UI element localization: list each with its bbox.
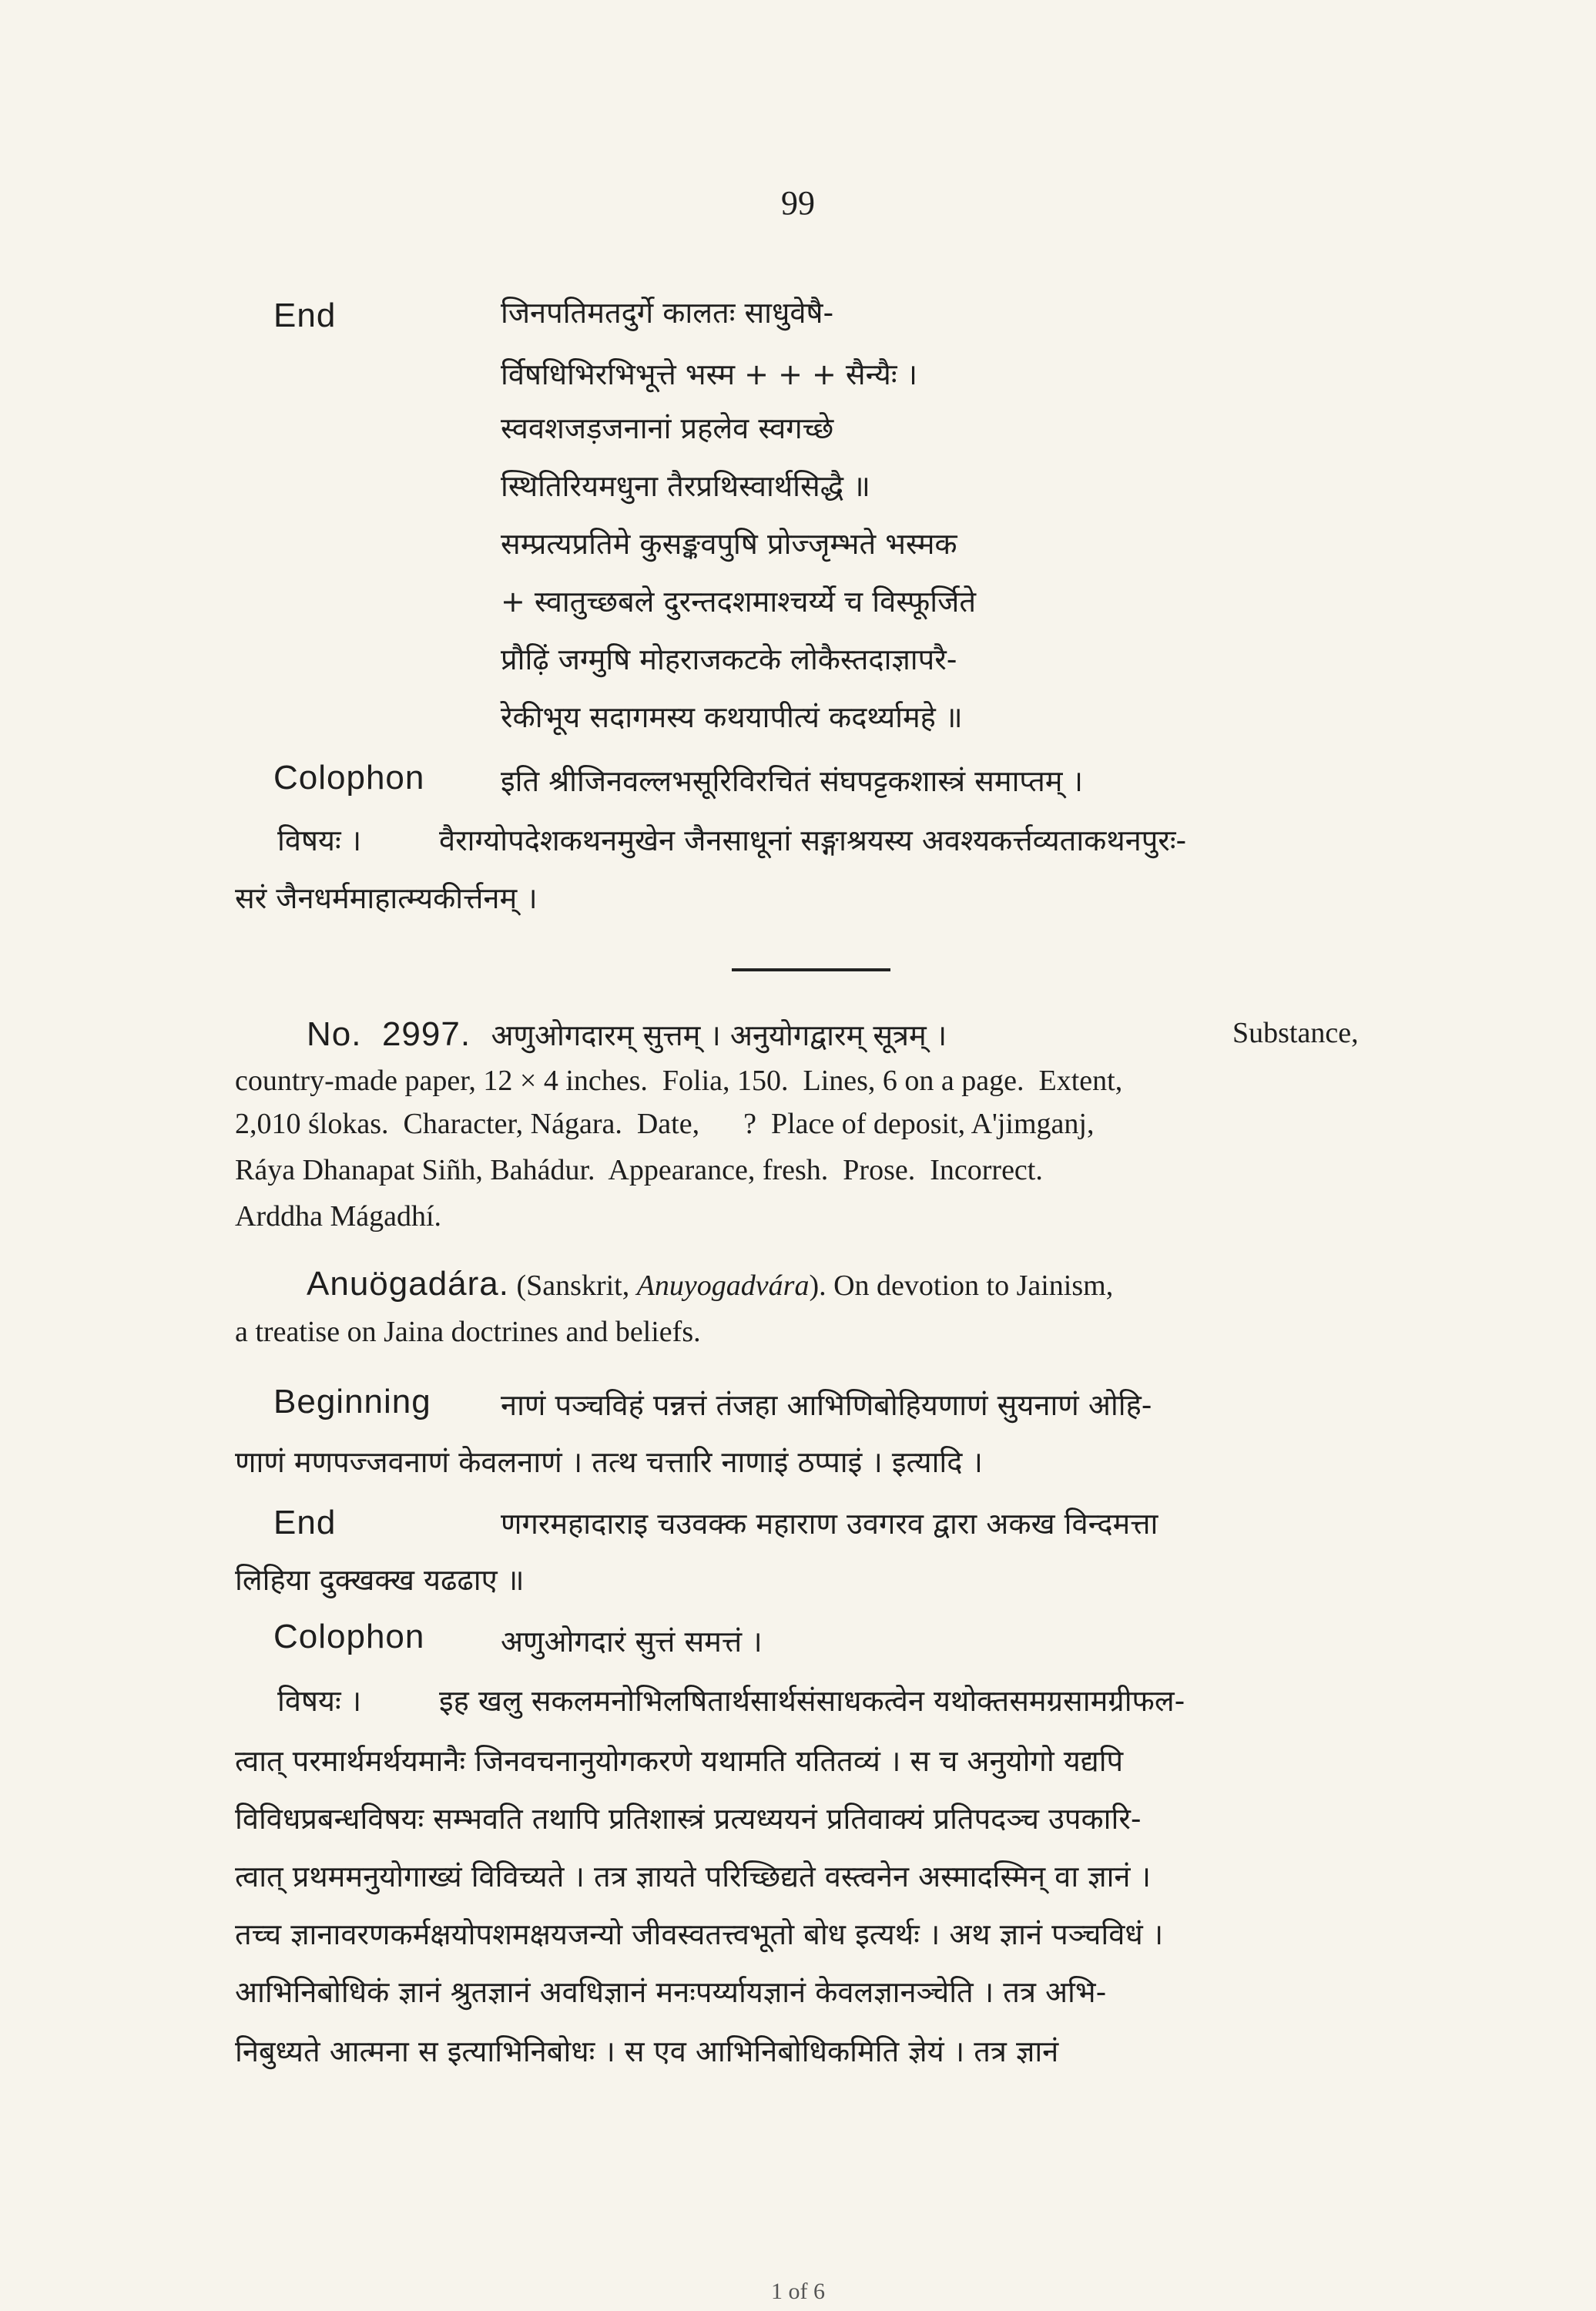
entry-subject-text: निबुध्यते आत्मना स इत्याभिनिबोधः । स एव आभिनिबोधिकमिति ज्ञेयं । तत्र ज्ञानं xyxy=(235,2034,1059,2068)
separator-rule xyxy=(732,968,890,971)
subject-text: वैराग्योपदेशकथनमुखेन जैनसाधूनां सङ्गाश्रयस्य अवश्यकर्त्तव्यताकथनपुरः- xyxy=(439,823,1187,857)
page-footer: 1 of 6 xyxy=(771,2279,825,2304)
work-name-sanskrit: Anuyogadvára xyxy=(636,1270,810,1302)
verse-line: स्ववशजड़जनानां प्रहलेव स्वगच्छे xyxy=(501,411,834,445)
subject-text: सरं जैनधर्ममाहात्म्यकीर्त्तनम् । xyxy=(235,881,538,915)
verse-line: रेकीभूय सदागमस्य कथयापीत्यं कदर्थ्यामहे ॥ xyxy=(501,700,963,734)
verse-line: सम्प्रत्यप्रतिमे कुसङ्कवपुषि प्रोज्जृम्भते भस्मक xyxy=(501,527,957,561)
entry-subject-text: त्वात् प्रथममनुयोगाख्यं विविच्यते । तत्र ज्ञायते परिच्छिद्यते वस्त्वनेन अस्मादस्मिन् वा ज्ञानं । xyxy=(235,1860,1152,1893)
work-description-line2: a treatise on Jaina doctrines and beliefs. xyxy=(235,1316,701,1348)
end-verse xyxy=(0,293,1596,755)
entry-desc-line: Substance, xyxy=(1232,1017,1359,1049)
entry-title: अणुओगदारम् सुत्तम् । अनुयोगद्वारम् सूत्रम् । xyxy=(491,1018,947,1052)
entry-desc-line: country-made paper, 12 × 4 inches. Folia, 150. Lines, 6 on a page. Extent, xyxy=(235,1065,1123,1097)
entry-heading: No. 2997. अणुओगदारम् सुत्तम् । अनुयोगद्वारम् सूत्रम् । xyxy=(307,1015,947,1053)
entry-number: 2997 xyxy=(381,1015,461,1053)
entry-desc-line: 2,010 ślokas. Character, Nágara. Date, ? Place of deposit, A'jimganj, xyxy=(235,1108,1095,1140)
subject-label: विषयः । xyxy=(277,823,362,857)
work-description: Anuögadára. (Sanskrit, Anuyogadvára). On devotion to Jainism, xyxy=(307,1265,1114,1303)
verse-line: स्थितिरियमधुना तैरप्रथिस्वार्थसिद्धै ॥ xyxy=(501,469,870,503)
verse-line: + स्वातुच्छबले दुरन्तदशमाश्चर्य्ये च विस्फूर्जिते xyxy=(501,585,976,619)
beginning-text: णाणं मणपज्जवनाणं केवलनाणं । तत्थ चत्तारि नाणाइं ठप्पाइं । इत्यादि । xyxy=(235,1445,983,1479)
end-label: End xyxy=(273,297,337,334)
entry-end-text: लिहिया दुक्खक्ख यढढाए ॥ xyxy=(235,1563,525,1597)
page-number: 99 xyxy=(781,184,815,222)
verse-line: प्रौढ़िं जग्मुषि मोहराजकटके लोकैस्तदाज्ञापरै- xyxy=(501,642,957,676)
beginning-label: Beginning xyxy=(273,1383,431,1420)
colophon-text: इति श्रीजिनवल्लभसूरिविरचितं संघपट्टकशास्त्रं समाप्तम् । xyxy=(501,764,1083,798)
verse-line: र्विषधिभिरभिभूत्ते भस्म + + + सैन्यैः । xyxy=(501,357,918,391)
entry-end-text: णगरमहादाराइ चउवक्क महाराण उवगरव द्वारा अकख विन्दमत्ता xyxy=(501,1507,1158,1541)
entry-colophon-label: Colophon xyxy=(273,1618,425,1655)
work-name: Anuögadára xyxy=(307,1265,499,1303)
entry-subject-text: तच्च ज्ञानावरणकर्मक्षयोपशमक्षयजन्यो जीवस्वतत्त्वभूतो बोध इत्यर्थः । अथ ज्ञानं पञ्चविधं । xyxy=(235,1917,1164,1951)
entry-subject-text: इह खलु सकलमनोभिलषितार्थसार्थसंसाधकत्वेन यथोक्तसमग्रसामग्रीफल- xyxy=(439,1684,1185,1718)
verse-line: जिनपतिमतदुर्गे कालतः साधुवेषै- xyxy=(501,296,834,330)
entry-subject-text: आभिनिबोधिकं ज्ञानं श्रुतज्ञानं अवधिज्ञानं मनःपर्य्यायज्ञानं केवलज्ञानञ्चेति । तत्र अभि- xyxy=(235,1975,1107,2009)
entry-desc-line: Ráya Dhanapat Siñh, Bahádur. Appearance, fresh. Prose. Incorrect. xyxy=(235,1154,1043,1186)
entry-subject-text: विविधप्रबन्धविषयः सम्भवति तथापि प्रतिशास्त्रं प्रत्यध्ययनं प्रतिवाक्यं प्रतिपदञ्च उपकारि- xyxy=(235,1802,1142,1836)
beginning-text: नाणं पञ्चविहं पन्नत्तं तंजहा आभिणिबोहियणाणं सुयनाणं ओहि- xyxy=(501,1388,1152,1422)
entry-subject-text: त्वात् परमार्थमर्थयमानैः जिनवचनानुयोगकरणे यथामति यतितव्यं । स च अनुयोगो यद्यपि xyxy=(235,1744,1124,1778)
entry-no-label: No xyxy=(307,1015,352,1053)
entry-subject-label: विषयः । xyxy=(277,1684,362,1718)
entry-colophon-text: अणुओगदारं सुत्तं समत्तं । xyxy=(501,1625,763,1659)
colophon-label: Colophon xyxy=(273,759,425,797)
entry-end-label: End xyxy=(273,1504,337,1541)
entry-desc-line: Arddha Mágadhí. xyxy=(235,1200,442,1233)
